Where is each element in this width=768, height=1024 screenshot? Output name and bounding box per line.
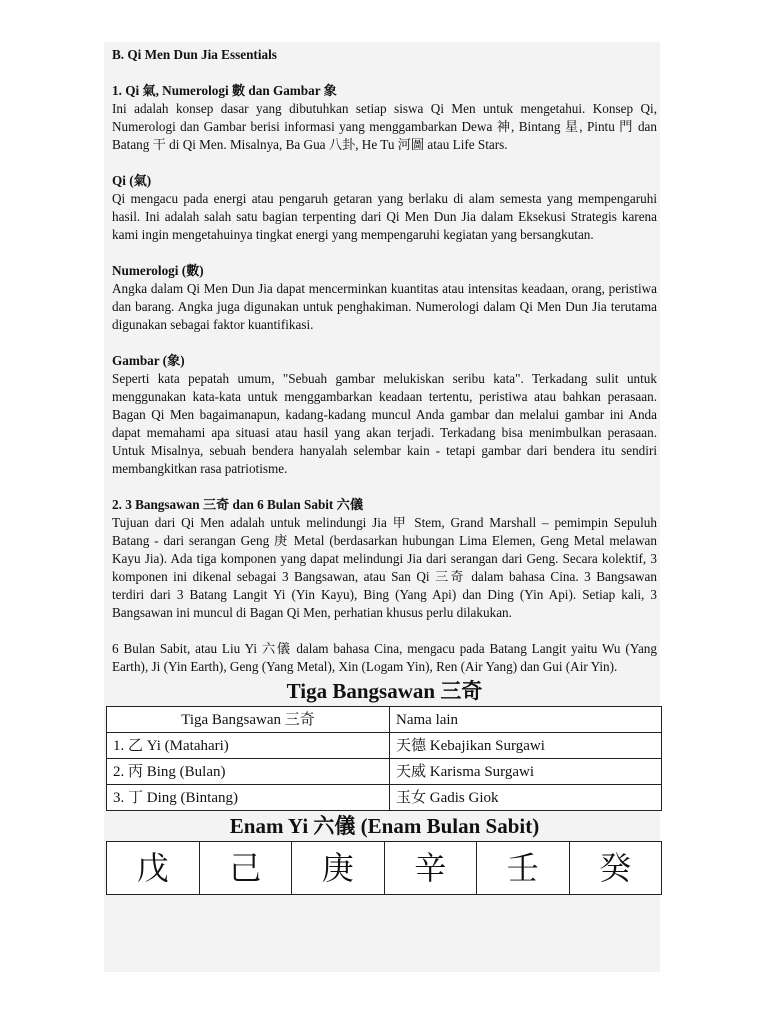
section-title: B. Qi Men Dun Jia Essentials (112, 47, 277, 62)
intro-paragraph: Ini adalah konsep dasar yang dibutuhkan setiap siswa Qi Men untuk mengetahui. Konsep Qi, Numerologi dan Gambar berisi informasi yang menggambarkan Dewa 神, Bintang 星, Pintu 門 dan Batang 干 di Qi Men. Misalnya, Ba Gua 八卦, He Tu 河圖 atau Life Stars. (112, 101, 657, 152)
table-cell: 天德 Kebajikan Surgawi (390, 733, 662, 759)
table-header-row (107, 707, 662, 733)
qi-paragraph: Qi mengacu pada energi atau pengaruh getaran yang berlaku di alam semesta yang mempengaruhi hasil. Ini adalah salah satu bagian terpenting dari Qi Men Dun Jia dalam Eksekusi Strategis karena kami ingin mengetahuinya tingkat energi yang mempengaruhi kegiatan yang bersangkutan. (112, 191, 657, 242)
table-enam-yi-title: Enam Yi 六儀 (Enam Bulan Sabit) (229, 814, 540, 838)
stem-cell-xin: 辛 (384, 842, 477, 895)
table-header-cell: Tiga Bangsawan 三奇 (107, 707, 390, 733)
document-content (112, 46, 657, 895)
table-row (107, 759, 662, 785)
stem-cell-ren: 壬 (477, 842, 570, 895)
heading-qi-numerologi-gambar: 1. Qi 氣, Numerologi 數 dan Gambar 象 (112, 83, 337, 98)
stem-cell-geng: 庚 (292, 842, 385, 895)
stem-cell-ji: 己 (199, 842, 292, 895)
stem-cell-gui: 癸 (569, 842, 662, 895)
bangsawan-paragraph: Tujuan dari Qi Men adalah untuk melindungi Jia 甲 Stem, Grand Marshall – pemimpin Sepuluh Batang - dari serangan Geng 庚 Metal (berdasarkan hubungan Lima Elemen, Geng Metal melawan Kayu Jia). Ada tiga komponen yang dapat melindungi Jia dari serangan dari Geng. Secara kolektif, 3 komponen ini dikenal sebagai 3 Bangsawan, atau San Qi 三奇 dalam bahasa Cina. 3 Bangsawan terdiri dari 3 Batang Langit Yi (Yin Kayu), Bing (Yang Api) dan Ding (Yin Api). Setiap kali, 3 Bangsawan ini muncul di Bagan Qi Men, perhatian khusus perlu dilakukan. (112, 515, 657, 620)
heading-qi: Qi (氣) (112, 173, 152, 188)
table-row (107, 733, 662, 759)
heading-bangsawan-bulan-sabit: 2. 3 Bangsawan 三奇 dan 6 Bulan Sabit 六儀 (112, 497, 363, 512)
gambar-paragraph: Seperti kata pepatah umum, "Sebuah gambar melukiskan seribu kata". Terkadang sulit untuk menggunakan kata-kata untuk menggambarkan keadaan tertentu, peristiwa atau bahkan perasaan. Bagan Qi Men bagaimanapun, kadang-kadang muncul Anda gambar dan melalui gambar ini Anda dapat memahami apa situasi atau hasil yang akan terjadi. Terkadang bisa menimbulkan perasaan. Untuk Misalnya, sebuah bendera hanyalah selembar kain - tetapi gambar dari bendera itu sendiri membangkitkan rasa patriotisme. (112, 371, 657, 476)
table-enam-yi (106, 841, 662, 895)
table-tiga-bangsawan-title: Tiga Bangsawan 三奇 (286, 679, 483, 703)
table-row (107, 785, 662, 811)
table-cell: 2. 丙 Bing (Bulan) (107, 759, 390, 785)
table-header-cell: Nama lain (390, 707, 662, 733)
table-row (107, 842, 662, 895)
table-tiga-bangsawan (106, 706, 662, 811)
stem-cell-wu: 戊 (107, 842, 200, 895)
heading-numerologi: Numerologi (數) (112, 263, 204, 278)
numerologi-paragraph: Angka dalam Qi Men Dun Jia dapat mencerminkan kuantitas atau intensitas keadaan, orang, peristiwa dan barang. Angka juga digunakan untuk penghakiman. Numerologi dalam Qi Men Dun Jia terutama digunakan sebagai faktor kuantifikasi. (112, 281, 657, 332)
table-cell: 玉女 Gadis Giok (390, 785, 662, 811)
bulan-sabit-paragraph: 6 Bulan Sabit, atau Liu Yi 六儀 dalam bahasa Cina, mengacu pada Batang Langit yaitu Wu (Yang Earth), Ji (Yin Earth), Geng (Yang Metal), Xin (Logam Yin), Ren (Air Yang) dan Gui (Air Yin). (112, 641, 657, 674)
table-cell: 天威 Karisma Surgawi (390, 759, 662, 785)
heading-gambar: Gambar (象) (112, 353, 185, 368)
table-cell: 1. 乙 Yi (Matahari) (107, 733, 390, 759)
table-cell: 3. 丁 Ding (Bintang) (107, 785, 390, 811)
